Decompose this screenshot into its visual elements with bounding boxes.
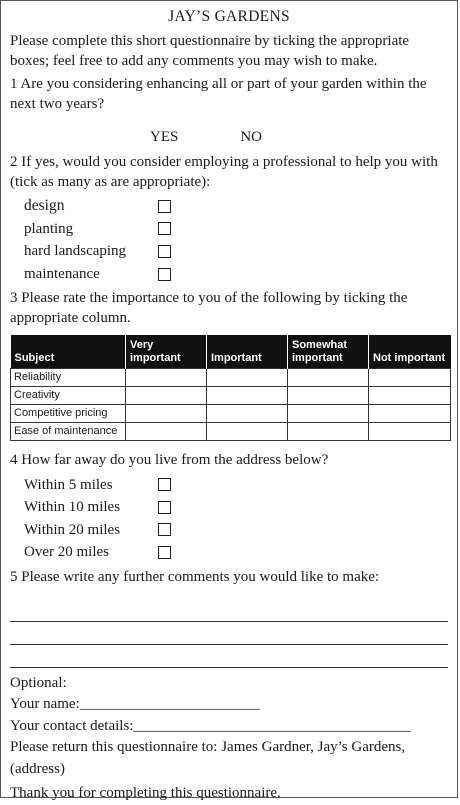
return-address: Please return this questionnaire to: James Gardner, Jay’s Gardens, (address) bbox=[10, 739, 406, 777]
comment-line[interactable] bbox=[10, 645, 448, 668]
comments-area[interactable] bbox=[10, 599, 448, 668]
q2-options bbox=[24, 195, 448, 285]
intro-text: Please complete this short questionnaire by ticking the appropriate boxes; feel free to add any comments you may wish to make. bbox=[10, 33, 410, 69]
q4-option-label: Within 20 miles bbox=[24, 521, 121, 538]
rating-table bbox=[10, 335, 451, 441]
question-4: 4 How far away do you live from the address below? bbox=[10, 452, 329, 469]
q2-option-label: planting bbox=[24, 220, 74, 237]
row-subject: Creativity bbox=[11, 387, 126, 405]
rating-cell[interactable] bbox=[288, 423, 369, 441]
checkbox[interactable] bbox=[158, 268, 171, 281]
rating-cell[interactable] bbox=[288, 405, 369, 423]
column-header: Important bbox=[207, 335, 288, 369]
table-row bbox=[11, 405, 451, 423]
rating-cell[interactable] bbox=[207, 405, 288, 423]
rating-cell[interactable] bbox=[207, 369, 288, 387]
rating-cell[interactable] bbox=[126, 387, 207, 405]
checkbox[interactable] bbox=[158, 501, 171, 514]
comment-line[interactable] bbox=[10, 599, 448, 622]
rating-cell[interactable] bbox=[207, 423, 288, 441]
q2-option-planting bbox=[24, 218, 448, 241]
row-subject: Competitive pricing bbox=[11, 405, 126, 423]
q4-option-over-20-miles bbox=[24, 541, 448, 564]
q4-option-label: Over 20 miles bbox=[24, 544, 109, 561]
checkbox[interactable] bbox=[158, 478, 171, 491]
q4-option-label: Within 10 miles bbox=[24, 499, 121, 516]
checkbox[interactable] bbox=[158, 222, 171, 235]
q1-yes-option[interactable]: YES bbox=[150, 129, 179, 145]
checkbox[interactable] bbox=[158, 245, 171, 258]
table-row bbox=[11, 387, 451, 405]
q2-option-hard-landscaping bbox=[24, 240, 448, 263]
question-3: 3 Please rate the importance to you of the following by ticking the appropriate column. bbox=[10, 290, 408, 327]
table-header-row bbox=[11, 335, 451, 369]
column-header: Not important bbox=[369, 335, 451, 369]
rating-cell[interactable] bbox=[288, 369, 369, 387]
rating-cell[interactable] bbox=[126, 423, 207, 441]
row-subject: Ease of maintenance bbox=[11, 423, 126, 441]
name-field[interactable]: Your name:________________________ bbox=[10, 696, 260, 713]
q4-option-5-miles bbox=[24, 473, 448, 496]
q4-option-label: Within 5 miles bbox=[24, 476, 113, 493]
rating-cell[interactable] bbox=[369, 369, 451, 387]
question-5: 5 Please write any further comments you would like to make: bbox=[10, 568, 380, 585]
column-header: Somewhat important bbox=[288, 335, 369, 369]
column-header: Subject bbox=[11, 335, 126, 369]
rating-cell[interactable] bbox=[369, 405, 451, 423]
table-row bbox=[11, 423, 451, 441]
table-row bbox=[11, 369, 451, 387]
q4-options bbox=[24, 473, 448, 563]
checkbox[interactable] bbox=[158, 200, 171, 213]
q4-option-20-miles bbox=[24, 519, 448, 542]
contact-field[interactable]: Your contact details:_____________________________________ bbox=[10, 717, 411, 734]
q1-answers bbox=[150, 127, 448, 149]
rating-cell[interactable] bbox=[288, 387, 369, 405]
rating-cell[interactable] bbox=[369, 387, 451, 405]
q2-option-label: design bbox=[24, 197, 65, 215]
question-2: 2 If yes, would you consider employing a professional to help you with (tick as many as are appropriate): bbox=[10, 154, 438, 190]
column-header: Very important bbox=[126, 335, 207, 369]
comment-line[interactable] bbox=[10, 622, 448, 645]
question-1: 1 Are you considering enhancing all or part of your garden within the next two years? bbox=[10, 76, 427, 112]
checkbox[interactable] bbox=[158, 546, 171, 559]
form-title: JAY’S GARDENS bbox=[168, 8, 290, 25]
checkbox[interactable] bbox=[158, 523, 171, 536]
q2-option-label: hard landscaping bbox=[24, 243, 127, 260]
rating-cell[interactable] bbox=[126, 369, 207, 387]
q4-option-10-miles bbox=[24, 496, 448, 519]
thank-you-text: Thank you for completing this questionnaire. bbox=[10, 785, 281, 802]
row-subject: Reliability bbox=[11, 369, 126, 387]
q2-option-design bbox=[24, 195, 448, 218]
rating-cell[interactable] bbox=[126, 405, 207, 423]
q2-option-maintenance bbox=[24, 263, 448, 286]
q1-no-option[interactable]: NO bbox=[240, 129, 263, 145]
optional-label: Optional: bbox=[10, 674, 67, 691]
q2-option-label: maintenance bbox=[24, 266, 100, 283]
footer-section bbox=[10, 673, 448, 805]
rating-cell[interactable] bbox=[207, 387, 288, 405]
rating-cell[interactable] bbox=[369, 423, 451, 441]
